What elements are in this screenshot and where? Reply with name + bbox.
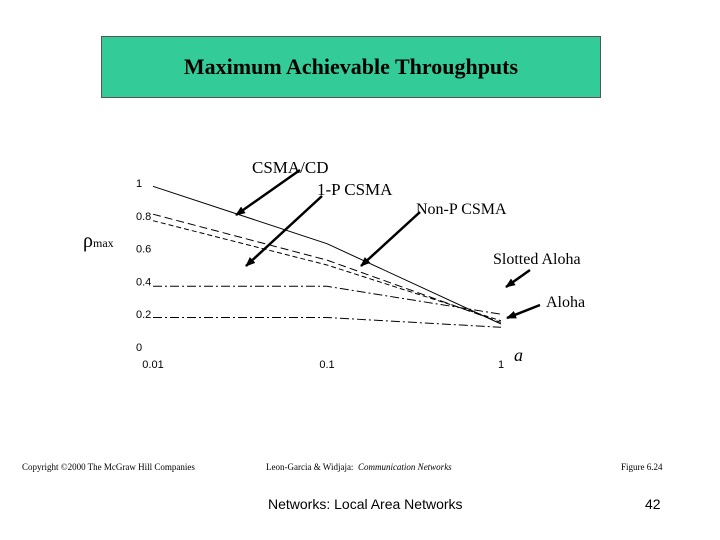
y-axis-label: [83, 230, 114, 252]
arrow-nonp-csma: [361, 212, 420, 266]
annotation-csma-cd: CSMA/CD: [252, 158, 329, 177]
annotation-slotted-aloha: Slotted Aloha: [493, 251, 581, 268]
y-tick-label: 0.6: [136, 243, 152, 256]
y-tick-label: 0: [136, 342, 143, 354]
y-tick-label: 0.8: [136, 210, 152, 223]
arrow-slotted-aloha: [506, 270, 530, 287]
y-tick-label: 1: [136, 178, 143, 190]
footer-slide-title: Networks: Local Area Networks: [268, 496, 463, 512]
annotation-1p-csma: 1-P CSMA: [317, 180, 393, 199]
arrow-aloha: [507, 305, 540, 318]
book-title: Communication Networks: [357, 462, 452, 472]
annotation-aloha: Aloha: [546, 294, 586, 311]
page-number: 42: [645, 496, 661, 512]
authors-citation: [266, 462, 452, 472]
y-tick-label: 0.2: [136, 309, 152, 322]
y-axis-label-symbol: ρ: [83, 230, 93, 252]
authors-text: Leon-Garcia & Widjaja:: [266, 462, 354, 472]
series-line-aloha: [153, 318, 501, 328]
x-tick-label: 0.01: [142, 359, 164, 371]
slide-title: Maximum Achievable Throughputs: [101, 36, 601, 98]
x-tick-label: 1: [497, 359, 505, 371]
annotation-nonp-csma: Non-P CSMA: [416, 201, 507, 218]
copyright-text: Copyright ©2000 The McGraw Hill Companies: [22, 462, 195, 472]
x-tick-label: 0.1: [319, 359, 335, 371]
y-axis-label-subscript: max: [92, 236, 114, 250]
x-axis-label: a: [514, 345, 523, 365]
figure-number: Figure 6.24: [621, 462, 663, 472]
y-tick-label: 0.4: [136, 276, 152, 289]
